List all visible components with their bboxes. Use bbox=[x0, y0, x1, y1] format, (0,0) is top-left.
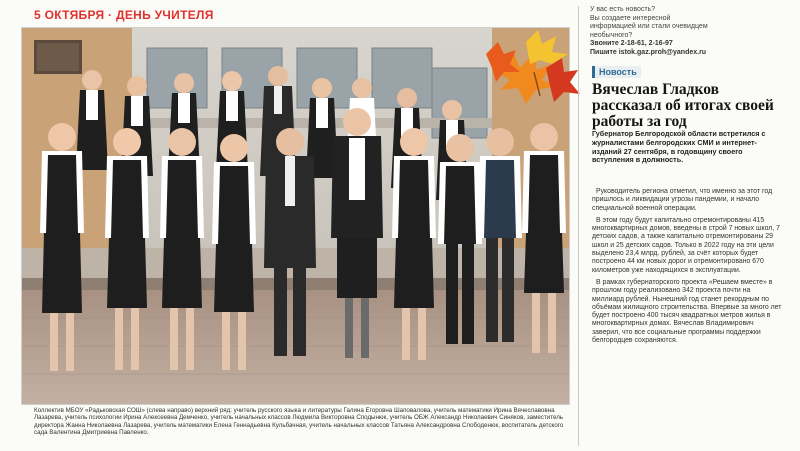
promo-line: информацией или стали очевидцем bbox=[590, 23, 708, 31]
article-paragraph: В рамках губернаторского проекта «Решаем вместе» в прошлом году реализовано 342 проекта почти на миллиард рублей. Нынешний год станет рекордным по объёмам жилищного строительства. Впервые за много лет будет построено 400 тысяч квадратных метров жилья в многоквартирных домах. Вячеслав Владимирович заверил, что все социальные программы поддержки белгородцев сохраняются. bbox=[592, 278, 782, 345]
promo-line: Вы создаете интересной bbox=[590, 14, 671, 22]
article-headline: Вячеслав Гладков рассказал об итогах своей работы за год bbox=[592, 81, 774, 130]
article-paragraph: В этом году будут капитально отремонтированы 415 многоквартирных домов, введены в строй 7 новых школ, 7 детских садов, а также капитально отремонтированы 29 школ и 25 детских садов. Только в 2022 году на эти цели выделено 23,4 млрд. рублей, за счёт которых будет построено 44 км новых дорог и отремонтировано 670 километров уже находящихся в эксплуатации. bbox=[592, 216, 780, 274]
column-divider bbox=[578, 6, 579, 446]
autumn-leaves-icon bbox=[480, 24, 588, 106]
promo-line: необычного? bbox=[590, 31, 633, 39]
promo-line: У вас есть новость? bbox=[590, 6, 656, 13]
article-body bbox=[592, 188, 782, 349]
promo-block bbox=[590, 6, 795, 58]
promo-phone: Звоните 2-18-61, 2-16-97 bbox=[590, 40, 673, 48]
promo-email: Пишите istok.gaz.proh@yandex.ru bbox=[590, 48, 707, 56]
news-tag: Новость bbox=[592, 66, 641, 78]
photo-caption: Коллектив МБОУ «Радьковская СОШ» (слева направо) верхний ряд: учитель русского языка и литературы Галина Егоровна Шаповалова, учитель математики Ирина Вячеславовна Лазарева, учитель психологии Ирина Алексеевна Демченко, учитель начальных классов Людмила Викторовна Сподынюк, учитель ОБЖ Александр Николаевич Синяков, заместитель директора Жанна Николаевна Лазарева, учитель математики Елена Геннадьевна Кульбачная, учитель начальных классов Татьяна Александровна Слободенюк, воспитатель детского сада Валентина Дмитриевна Павленко. bbox=[34, 407, 564, 437]
promo-text bbox=[590, 6, 795, 58]
article-lead: Губернатор Белгородской области встретился с журналистами белгородских СМИ и интернет-изданий 27 сентября, в годовщину своего вступления в должность. bbox=[592, 129, 766, 165]
article-paragraph: Руководитель региона отметил, что именно за этот год пришлось и ликвидации угрозы пандемии, и начало специальной военной операции. bbox=[592, 188, 773, 212]
section-rubric: 5 ОКТЯБРЯ · ДЕНЬ УЧИТЕЛЯ bbox=[34, 8, 214, 22]
